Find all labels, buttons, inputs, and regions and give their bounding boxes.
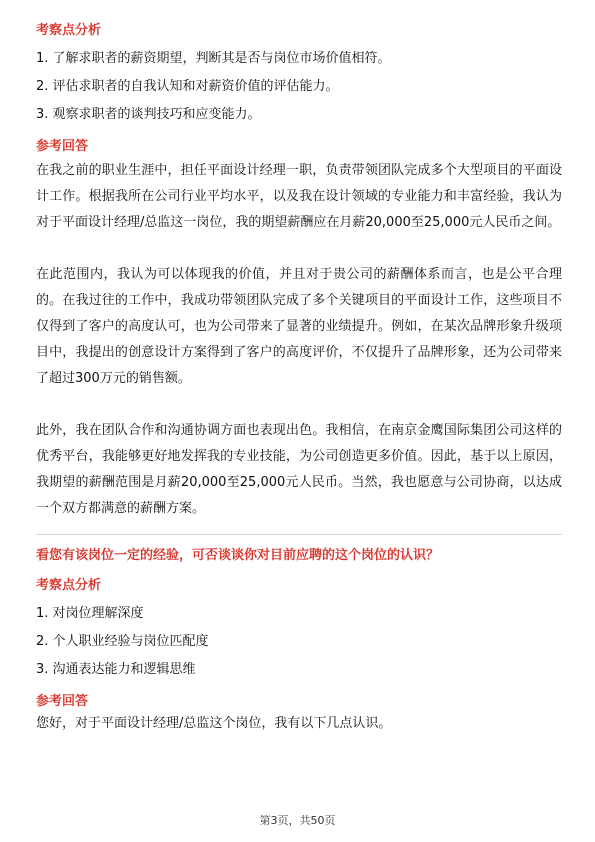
answer-paragraph-1: 在我之前的职业生涯中，担任平面设计经理一职，负责带领团队完成多个大型项目的平面设计工作。根据我所在公司行业平均水平，以及我在设计领域的专业能力和丰富经验，我认为对于平面设计经理/总监这一岗位，我的期望薪酬应在月薪20,000至25,000元人民币之间。 <box>36 163 562 230</box>
analysis-point-3: 3. 观察求职者的谈判技巧和应变能力。 <box>36 107 261 122</box>
analysis-point-1: 1. 对岗位理解深度 <box>36 606 144 621</box>
answer-heading-1: 参考回答 <box>36 139 89 154</box>
analysis-heading-2: 考察点分析 <box>36 578 102 593</box>
answer-paragraph: 您好，对于平面设计经理/总监这个岗位，我有以下几点认识。 <box>36 716 392 731</box>
answer-paragraph-3: 此外，我在团队合作和沟通协调方面也表现出色。我相信，在南京金鹰国际集团公司这样的优秀平台，我能够更好地发挥我的专业技能，为公司创造更多价值。因此，基于以上原因，我期望的薪酬范围是月薪20,000至25,000元人民币。当然，我也愿意与公司协商，以达成一个双方都满意的薪酬方案。 <box>36 423 562 516</box>
page-content <box>36 22 562 733</box>
analysis-point-2: 2. 评估求职者的自我认知和对薪资价值的评估能力。 <box>36 79 339 94</box>
question-title: 看您有该岗位一定的经验，可否谈谈你对目前应聘的这个岗位的认识？ <box>36 548 440 563</box>
answer-heading-2: 参考回答 <box>36 694 89 709</box>
analysis-point-1: 1. 了解求职者的薪资期望，判断其是否与岗位市场价值相符。 <box>36 51 391 66</box>
analysis-point-2: 2. 个人职业经验与岗位匹配度 <box>36 634 209 649</box>
answer-paragraph-2: 在此范围内，我认为可以体现我的价值，并且对于贵公司的薪酬体系而言，也是公平合理的。在我过往的工作中，我成功带领团队完成了多个关键项目的平面设计工作，这些项目不仅得到了客户的高度认可，也为公司带来了显著的业绩提升。例如，在某次品牌形象升级项目中，我提出的创意设计方案得到了客户的高度评价，不仅提升了品牌形象，还为公司带来了超过300万元的销售额。 <box>36 267 562 386</box>
page-number: 第3页，共50页 <box>259 814 336 827</box>
analysis-heading-1: 考察点分析 <box>36 23 102 38</box>
analysis-point-3: 3. 沟通表达能力和逻辑思维 <box>36 662 196 677</box>
